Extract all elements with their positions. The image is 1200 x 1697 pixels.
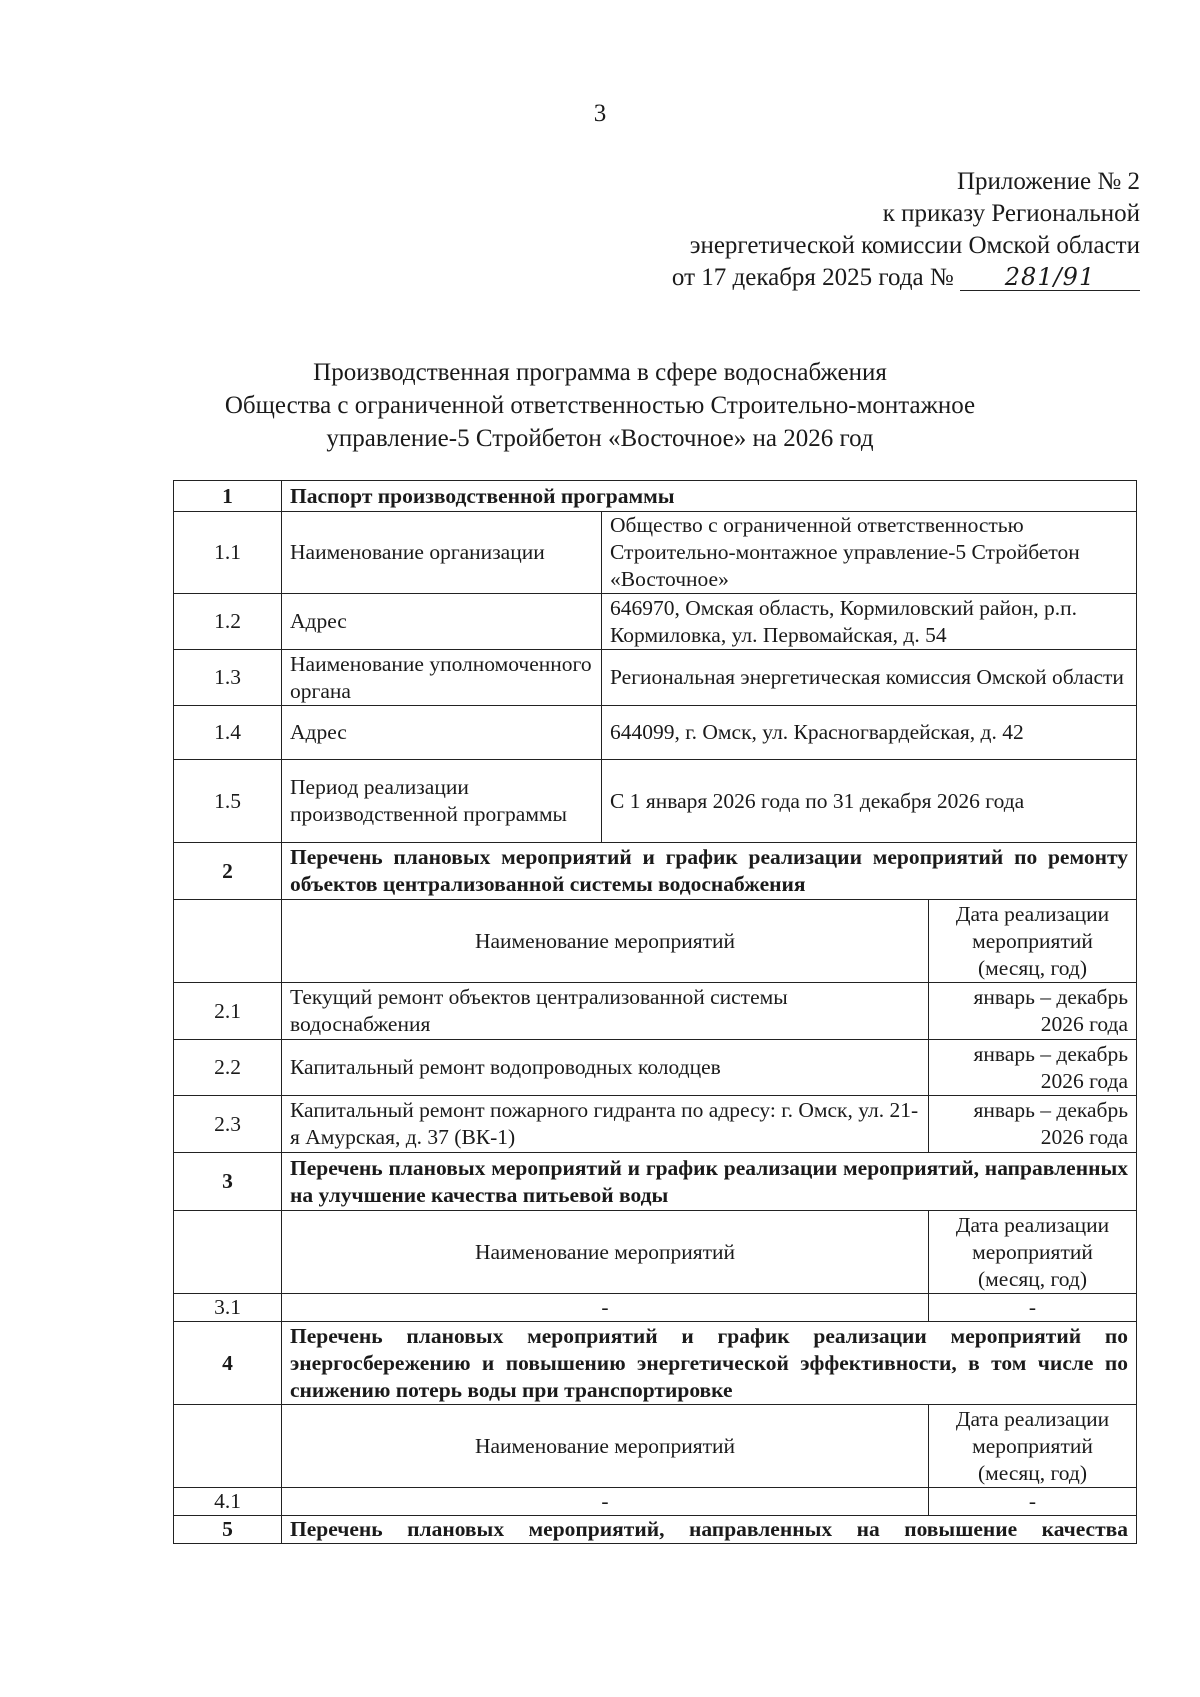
date-line: январь – декабрь — [973, 1041, 1129, 1066]
column-header-row — [174, 1211, 1137, 1294]
row-number: 4.1 — [174, 1488, 282, 1516]
header-activity-name: Наименование мероприятий — [282, 900, 929, 983]
activity-name: - — [282, 1488, 929, 1516]
header-date: Дата реализации мероприятий (месяц, год) — [929, 1211, 1137, 1294]
row-label: Адрес — [282, 594, 602, 650]
production-program-table — [173, 480, 1137, 1544]
row-label: Наименование уполномоченного органа — [282, 650, 602, 706]
header-activity-name: Наименование мероприятий — [282, 1211, 929, 1294]
date-line: 2026 года — [1040, 1068, 1129, 1093]
row-label: Период реализации производственной программы — [282, 760, 602, 843]
page-number: 3 — [593, 100, 607, 127]
activity-date — [929, 1096, 1137, 1153]
row-value: 644099, г. Омск, ул. Красногвардейская, д. 42 — [602, 706, 1137, 760]
table-row — [174, 594, 1137, 650]
date-line: январь – декабрь — [973, 1098, 1129, 1122]
date-line: январь – декабрь — [973, 985, 1129, 1009]
activity-date: - — [929, 1488, 1137, 1516]
row-number: 1.4 — [174, 706, 282, 760]
section-header-row — [174, 1516, 1137, 1544]
row-value: Общество с ограниченной ответственностью Строительно-монтажное управление-5 Стройбетон «Восточное» — [602, 512, 1137, 594]
activity-date: - — [929, 1294, 1137, 1322]
row-number: 1.2 — [174, 594, 282, 650]
appendix-line: Приложение № 2 — [956, 168, 1140, 195]
row-number: 1.3 — [174, 650, 282, 706]
section-header-row — [174, 1153, 1137, 1211]
row-number: 3.1 — [174, 1294, 282, 1322]
table-row — [174, 650, 1137, 706]
empty-cell — [174, 900, 282, 983]
section-title: Паспорт производственной программы — [282, 481, 1137, 512]
section-title: Перечень плановых мероприятий и график реализации мероприятий, направленных на улучшение качества питьевой воды — [282, 1153, 1137, 1211]
row-value: Региональная энергетическая комиссия Омской области — [602, 650, 1137, 706]
section-header-row — [174, 481, 1137, 512]
empty-cell — [174, 1211, 282, 1294]
column-header-row — [174, 1405, 1137, 1488]
row-number: 1.5 — [174, 760, 282, 843]
date-line: 2026 года — [1040, 1012, 1129, 1036]
title-line: Общества с ограниченной ответственностью Строительно-монтажное — [224, 392, 976, 419]
row-number: 2.3 — [174, 1096, 282, 1153]
row-label: Наименование организации — [282, 512, 602, 594]
appendix-line: энергетической комиссии Омской области — [689, 232, 1140, 259]
empty-cell — [174, 1405, 282, 1488]
handwritten-order-number: 281/91 — [960, 264, 1140, 291]
row-value: С 1 января 2026 года по 31 декабря 2026 года — [602, 760, 1137, 843]
table-row — [174, 760, 1137, 843]
appendix-header — [520, 166, 1140, 294]
section-number: 3 — [174, 1153, 282, 1211]
row-label: Адрес — [282, 706, 602, 760]
appendix-date-text: от 17 декабря 2025 года № — [671, 264, 954, 291]
table-row — [174, 512, 1137, 594]
activity-name: - — [282, 1294, 929, 1322]
header-date: Дата реализации мероприятий (месяц, год) — [929, 900, 1137, 983]
row-number: 2.2 — [174, 1040, 282, 1096]
activity-date — [929, 983, 1137, 1040]
row-value: 646970, Омская область, Кормиловский район, р.п. Кормиловка, ул. Первомайская, д. 54 — [602, 594, 1137, 650]
table-row — [174, 983, 1137, 1040]
section-header-row — [174, 843, 1137, 900]
title-line: Производственная программа в сфере водоснабжения — [313, 359, 887, 386]
activity-date — [929, 1040, 1137, 1096]
appendix-date-line — [520, 262, 1140, 294]
section-title: Перечень плановых мероприятий и график реализации мероприятий по энергосбережению и повышению энергетической эффективности, в том числе по снижению потерь воды при транспортировке — [282, 1322, 1137, 1405]
row-number: 2.1 — [174, 983, 282, 1040]
section-number: 4 — [174, 1322, 282, 1405]
date-line: 2026 года — [1040, 1125, 1129, 1149]
appendix-line: к приказу Региональной — [882, 200, 1140, 227]
column-header-row — [174, 900, 1137, 983]
section-number: 1 — [174, 481, 282, 512]
row-number: 1.1 — [174, 512, 282, 594]
section-title: Перечень плановых мероприятий, направленных на повышение качества — [282, 1516, 1137, 1544]
activity-name: Текущий ремонт объектов централизованной системы водоснабжения — [282, 983, 929, 1040]
activity-name: Капитальный ремонт пожарного гидранта по адресу: г. Омск, ул. 21-я Амурская, д. 37 (ВК-1) — [282, 1096, 929, 1153]
section-number: 5 — [174, 1516, 282, 1544]
table-row — [174, 1096, 1137, 1153]
table-row — [174, 1040, 1137, 1096]
section-number: 2 — [174, 843, 282, 900]
table-row — [174, 1488, 1137, 1516]
table-row — [174, 706, 1137, 760]
activity-name: Капитальный ремонт водопроводных колодцев — [282, 1040, 929, 1096]
title-line: управление-5 Стройбетон «Восточное» на 2026 год — [326, 425, 874, 452]
section-header-row — [174, 1322, 1137, 1405]
section-title: Перечень плановых мероприятий и график реализации мероприятий по ремонту объектов централизованной системы водоснабжения — [282, 843, 1137, 900]
header-activity-name: Наименование мероприятий — [282, 1405, 929, 1488]
table-row — [174, 1294, 1137, 1322]
header-date: Дата реализации мероприятий (месяц, год) — [929, 1405, 1137, 1488]
document-title — [100, 356, 1100, 455]
